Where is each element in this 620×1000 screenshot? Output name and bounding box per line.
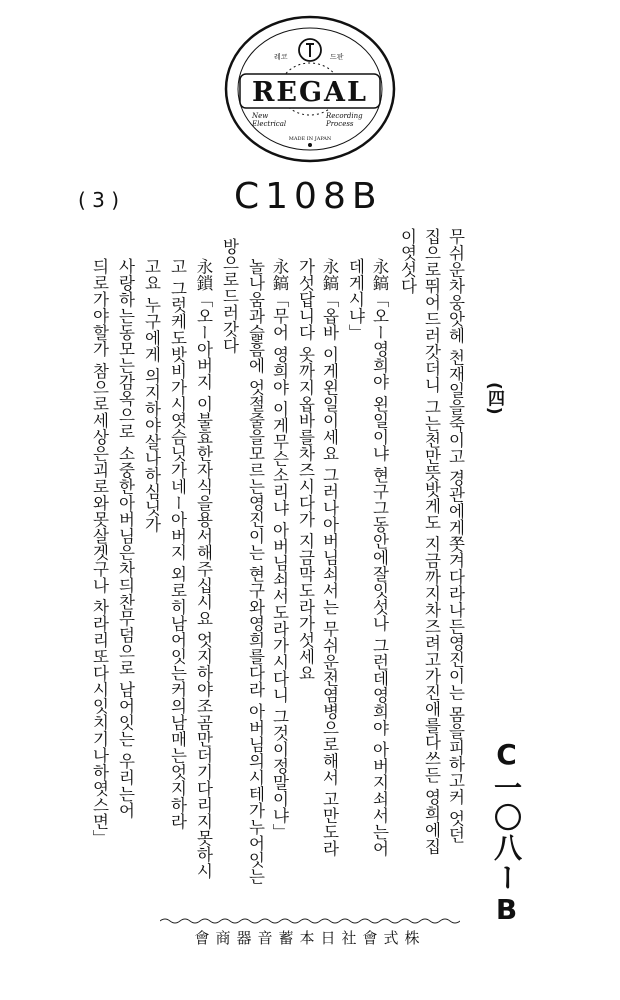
regal-logo <box>222 14 398 164</box>
catalog-number: C108B <box>234 176 383 217</box>
company-name: 會商器音蓄本日社會式株 <box>194 929 426 947</box>
lyric-column: 이엿섯다 <box>398 228 417 294</box>
lyric-column: 데게시냐」 <box>346 258 365 341</box>
lyric-column: 사랑하는동모는감옥으로 소중한아버님은차듸찬무덤으로 남어잇는 우리는어 <box>116 258 135 819</box>
lyric-column: 집으로뛰어드러갓더니 그는천만뜻밧게도 지금까지차즈려고가진애를다쓰든 영희에집 <box>422 228 441 855</box>
lyric-column: 고 그럿케도밧비가시엿슴닛가네ー아버지 외로히남어잇는커의남매는엇지하라 <box>168 258 187 830</box>
logo-tagline-left: New Electrical <box>252 112 287 128</box>
side-catalog-number: C一〇八ーB <box>490 738 523 928</box>
lyric-column: 듸로가야할가 참으로세상은괴로와못살겟구나 차라리또다시잇치기나하엿스면」 <box>90 258 109 846</box>
lyric-column: 永鎬「무어 영희야 이게무슨소리냐 아버님쇠서도라가시다니 그것이정말이냐」 <box>270 258 289 840</box>
lyric-column: 놀나움과슯흠에 엇절줄을모르는영진이는 현구와영희를다라 아버님의시테가누어잇는 <box>246 258 265 885</box>
logo-bottom-text: MADE IN JAPAN <box>288 136 332 142</box>
lyric-column: 가섯답니다 옷까지옵바를차즈시다가 지금막도라가섯세요 <box>296 258 315 681</box>
lyric-column: 무쉬운차웅앗헤 천재일을죽이고 경관에게쫏겨다라나든영진이는 몸을피하고커 엇던 <box>446 228 465 843</box>
logo-top-left-text: 레코 <box>274 53 288 61</box>
lyric-column: 永鎬「오ー영희야 왼일이냐 현구그동안에잘잇섯나 그런데영희야 아버지쇠서는어 <box>370 258 389 857</box>
section-label: (四) <box>484 382 504 415</box>
regal-wordmark: REGAL <box>251 77 368 108</box>
lyric-column: 방으로드러갓다 <box>220 238 239 354</box>
page-number: ( 3 ) <box>78 188 120 212</box>
lyric-column: 永鎬「옵바 이게왼일이세요 그러나아버님쇠서는 무쉬운전염병으로해서 고만도라 <box>320 258 339 857</box>
logo-tagline-right: Recording Process <box>326 112 363 128</box>
footer-wavy-line <box>160 917 460 925</box>
logo-top-right-text: 드판 <box>330 53 344 61</box>
lyric-column: 고요 누구에게 의지하야살나하심닛가 <box>142 258 161 533</box>
lyric-column: 永鎖「오ー아버지 이불효한자식을용서해주십시요 엇지하야조곰만더기다리지못하시 <box>194 258 213 879</box>
